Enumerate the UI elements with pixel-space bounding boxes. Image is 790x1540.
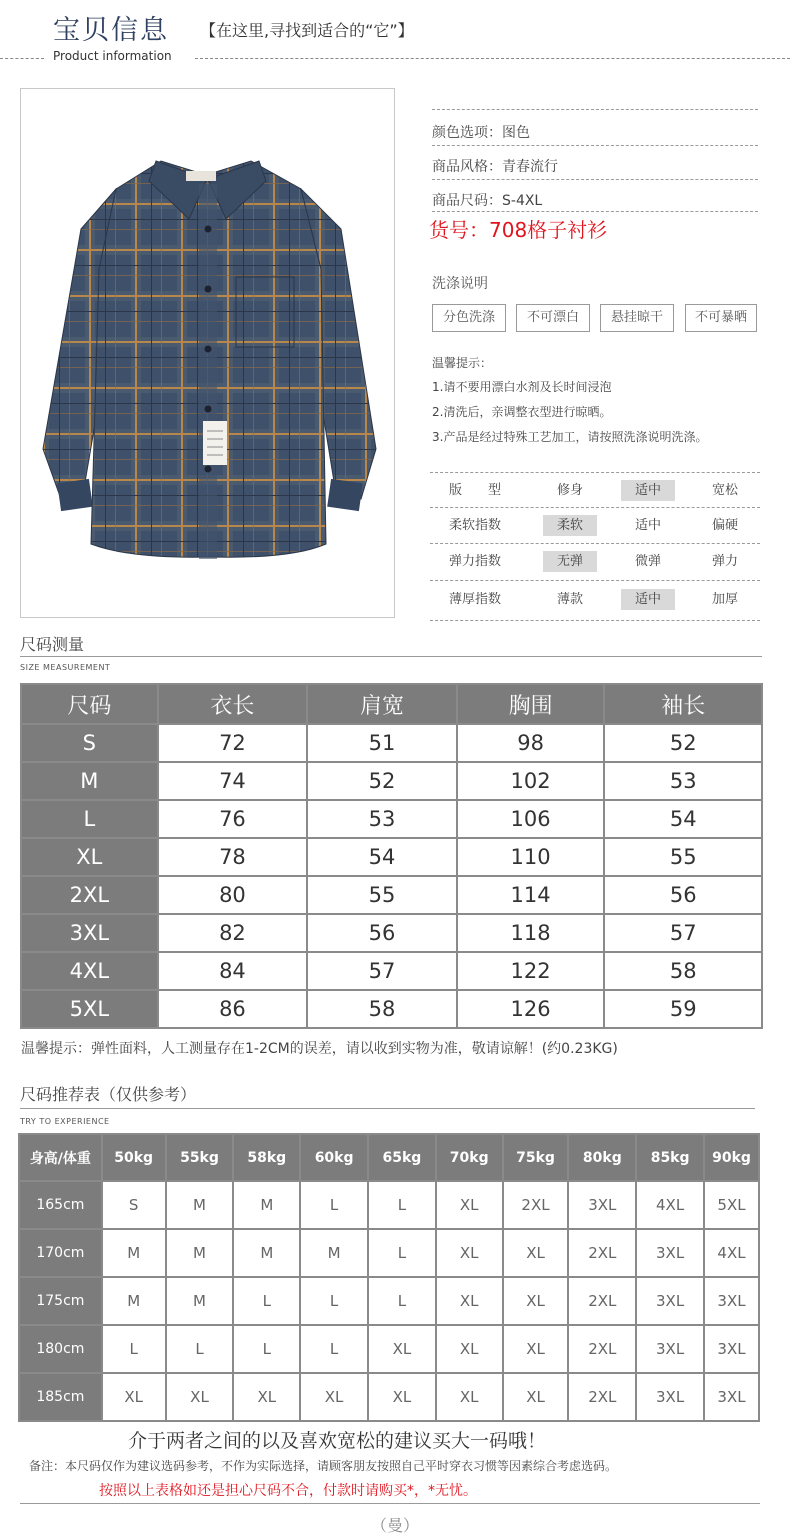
warning-note: 按照以上表格如还是担心尺码不合，付款时请购买*，*无忧。	[99, 1483, 477, 1499]
attr-row-fit: 版 型 修身 适中 宽松	[430, 474, 760, 508]
tip-line: 3.产品是经过特殊工艺加工，请按照洗涤说明洗涤。	[432, 430, 708, 444]
attr-divider	[430, 472, 760, 473]
attr-divider	[430, 580, 760, 581]
table-row: S 72 51 98 52	[21, 724, 762, 762]
footer-tagline: （曼）	[370, 1516, 419, 1535]
header-divider-left	[0, 58, 44, 59]
attr-row-elasticity: 弹力指数 无弹 微弹 弹力	[430, 545, 760, 579]
page-title: 宝贝信息	[53, 15, 169, 46]
tip-line: 2.清洗后，亲调整衣型进行晾晒。	[432, 405, 612, 419]
section-rule	[20, 656, 762, 657]
size-note: 温馨提示：弹性面料，人工测量存在1-2CM的误差，请以收到实物为准，敬请谅解！(约0.23KG)	[21, 1041, 618, 1057]
attr-row-thickness: 薄厚指数 薄款 适中 加厚	[430, 583, 760, 617]
spec-divider	[432, 109, 758, 110]
washing-title: 洗涤说明	[432, 276, 488, 292]
size-table-header: 尺码 衣长 肩宽 胸围 袖长	[21, 684, 762, 724]
attr-divider	[430, 543, 760, 544]
spec-divider	[432, 179, 758, 180]
table-row: 165cm S M M L L XL 2XL 3XL 4XL 5XL	[19, 1181, 759, 1229]
wash-tag: 分色洗涤	[432, 304, 506, 332]
size-section-title: 尺码测量	[20, 635, 85, 654]
plaid-shirt-image	[21, 89, 394, 617]
product-photo	[20, 88, 395, 618]
header-divider-right	[195, 58, 790, 59]
attr-divider	[430, 620, 760, 621]
wash-tag: 不可漂白	[516, 304, 590, 332]
page-subtitle-en: Product information	[53, 49, 172, 63]
section-rule	[20, 1108, 755, 1109]
recommend-table	[18, 1133, 760, 1422]
recommend-section-title: 尺码推荐表（仅供参考）	[20, 1085, 197, 1104]
disclaimer: 备注：本尺码仅作为建议选码参考，不作为实际选择，请顾客朋友按照自己平时穿衣习惯等因素综合考虑选码。	[29, 1459, 618, 1473]
recommend-table-header: 身高/体重 50kg 55kg 58kg 60kg 65kg 70kg 75kg 80kg 85kg 90kg	[19, 1134, 759, 1181]
table-row: M 74 52 102 53	[21, 762, 762, 800]
recommend-section-title-en: TRY TO EXPERIENCE	[20, 1117, 110, 1126]
table-row: 180cm L L L L XL XL XL 2XL 3XL 3XL	[19, 1325, 759, 1373]
item-number: 货号：708格子衬衫	[429, 218, 608, 242]
spec-divider	[432, 145, 758, 146]
table-row: 2XL 80 55 114 56	[21, 876, 762, 914]
footer-rule	[20, 1503, 760, 1504]
size-table	[20, 683, 763, 1029]
table-row: 5XL 86 58 126 59	[21, 990, 762, 1028]
spec-divider	[432, 211, 758, 212]
table-row: 175cm M M L L L XL XL 2XL 3XL 3XL	[19, 1277, 759, 1325]
table-row: 185cm XL XL XL XL XL XL XL 2XL 3XL 3XL	[19, 1373, 759, 1421]
table-row: XL 78 54 110 55	[21, 838, 762, 876]
spec-style: 商品风格：青春流行	[432, 159, 558, 175]
attr-divider	[430, 507, 760, 508]
tips-title: 温馨提示：	[432, 356, 493, 370]
table-row: L 76 53 106 54	[21, 800, 762, 838]
spec-size: 商品尺码：S-4XL	[432, 193, 543, 209]
size-section-title-en: SIZE MEASUREMENT	[20, 663, 111, 672]
wash-tag: 悬挂晾干	[600, 304, 674, 332]
table-row: 3XL 82 56 118 57	[21, 914, 762, 952]
wash-tag: 不可暴晒	[685, 304, 757, 332]
spec-color: 颜色选项：图色	[432, 125, 530, 141]
page-subtitle: 【在这里,寻找到适合的“它”】	[200, 21, 414, 40]
table-row: 170cm M M M M L XL XL 2XL 3XL 4XL	[19, 1229, 759, 1277]
table-row: 4XL 84 57 122 58	[21, 952, 762, 990]
tip-line: 1.请不要用漂白水剂及长时间浸泡	[432, 380, 612, 394]
size-advice: 介于两者之间的以及喜欢宽松的建议买大一码哦！	[128, 1430, 547, 1452]
attr-row-softness: 柔软指数 柔软 适中 偏硬	[430, 509, 760, 543]
